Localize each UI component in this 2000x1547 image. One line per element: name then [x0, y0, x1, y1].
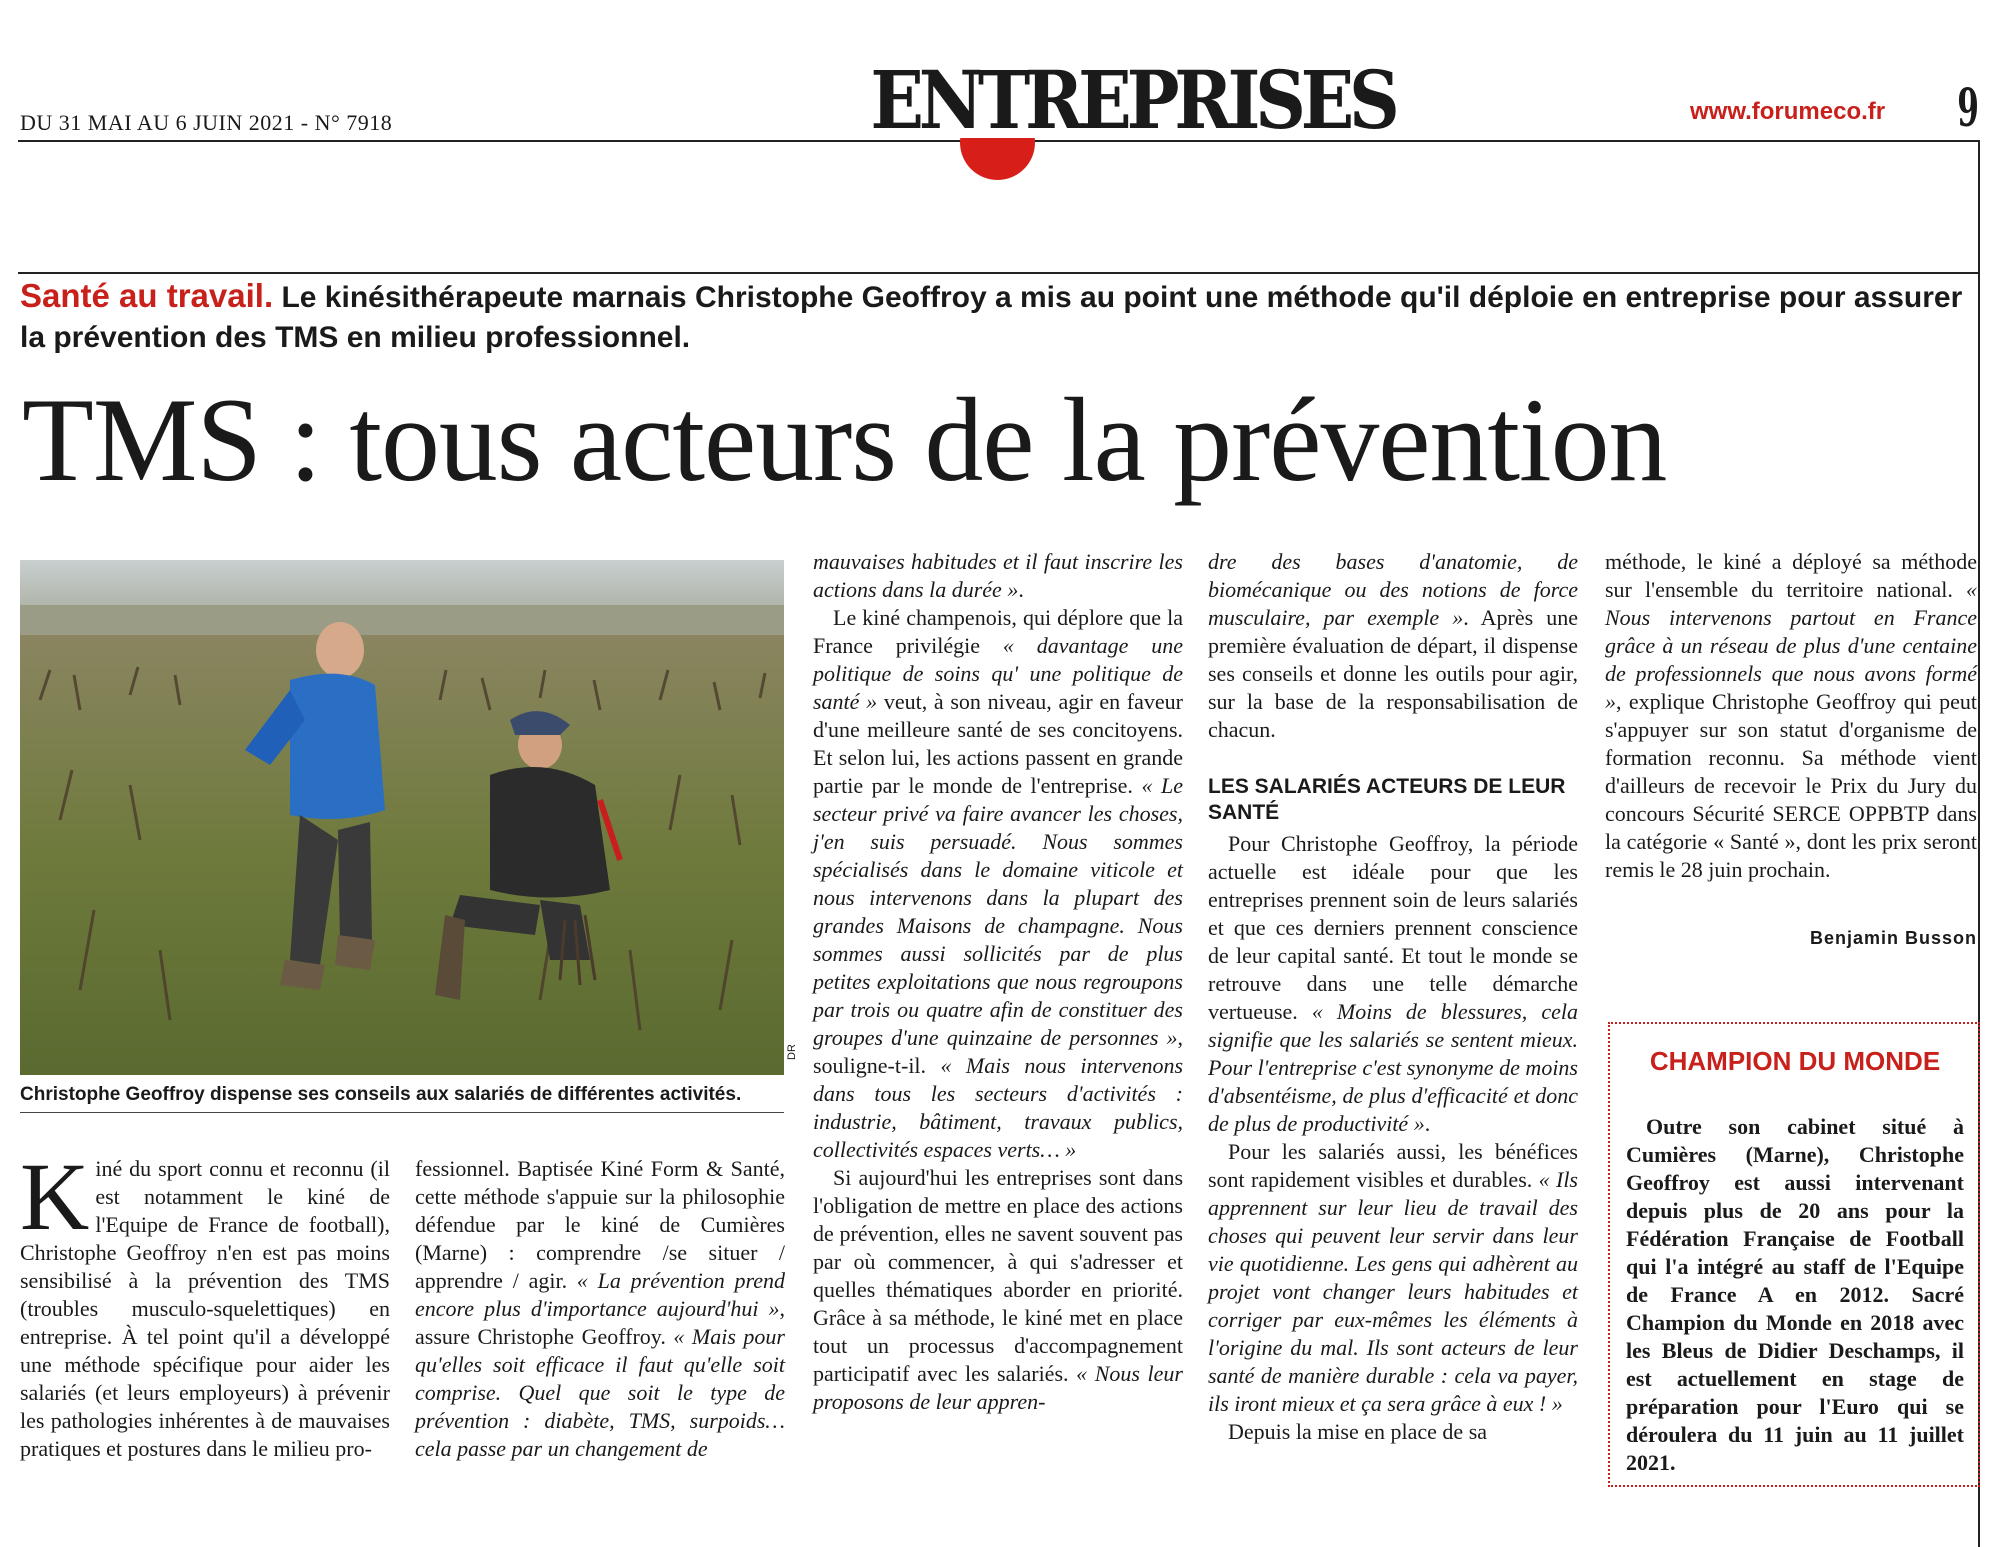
column-3-quote-3: « Nous leur proposons de leur appren- — [813, 1361, 1183, 1414]
headline: TMS : tous acteurs de la prévention — [22, 373, 1667, 506]
column-1-text: iné du sport connu et reconnu (il est notamment le kiné de l'Equipe de France de football), Christophe Geoffroy n'en est pas moins sensibilisé à la prévention des TMS (troubles musculo-squelettiques) en entreprise. À tel point qu'il a développé une méthode spécifique pour aider les salariés (et leurs employeurs) à prévenir les pathologies inhérentes à de mauvaises pratiques et postures dans le milieu pro- — [20, 1156, 390, 1461]
column-5-quote: « Nous intervenons partout en France grâce à un réseau de plus d'une centaine de professionnels que nous avons formé » — [1605, 577, 1977, 714]
site-url-link[interactable]: www.forumeco.fr — [1690, 98, 1886, 125]
article-column-3 — [813, 548, 1183, 1416]
issue-date: DU 31 MAI AU 6 JUIN 2021 - N° 7918 — [20, 110, 393, 135]
article-column-1 — [20, 1143, 390, 1463]
column-3-quote-2b: « Le secteur privé va faire avancer les choses, j'en suis persuadé. Nous sommes spécialisés dans le domaine viticole et nous intervenons dans la plupart des grandes Maisons de champagne. Nous sommes aussi sollicités par de plus petites exploitations que nous regroupons par trois ou quatre afin de constituer des groupes d'une quinzaine de personnes » — [813, 773, 1184, 1050]
column-2-quote-a: « La prévention prend encore plus d'importance aujourd'hui » — [415, 1268, 785, 1321]
author-byline: Benjamin Busson — [1809, 928, 1977, 948]
kicker-text: Le kinésithérapeute marnais Christophe Geoffroy a mis au point une méthode qu'il déploie en entreprise pour assurer la prévention des TMS en milieu professionnel. — [20, 281, 1963, 354]
column-4-quote-2: « Moins de blessures, cela signifie que les salariés se sentent mieux. Pour l'entreprise c'est synonyme de moins d'absentéisme, de plus d'efficacité et donc de plus de productivité » — [1208, 999, 1578, 1136]
column-2-text-b: , assure Christophe Geoffroy. — [415, 1296, 785, 1349]
sidebar-box-title: CHAMPION DU MONDE — [1649, 1046, 1941, 1076]
column-4-text-3: Pour les salariés aussi, les bénéfices sont rapidement visibles et durables. — [1208, 1139, 1578, 1192]
column-4-text-4: Depuis la mise en place de sa — [1228, 1419, 1488, 1444]
column-3-quote-2a: « davantage une politique de soins qu' une politique de santé » — [813, 633, 1183, 714]
column-3-text-2b: veut, à son niveau, agir en faveur d'une meilleure santé de ses concitoyens. Et selon lui, les actions passent en grande partie par le monde de l'entreprise. — [813, 689, 1183, 798]
article-subhead: LES SALARIÉS ACTEURS DE LEUR SANTÉ — [1208, 775, 1566, 824]
photo-credit: DR — [786, 1044, 798, 1060]
column-3-quote-2c: « Mais nous intervenons dans tous les secteurs d'activités : industrie, bâtiment, travaux publics, collectivités espaces verts… » — [813, 1053, 1183, 1162]
column-3-text-1: . — [1018, 577, 1024, 602]
column-3-text-2a: Le kiné champenois, qui déplore que la France privilégie — [813, 605, 1183, 658]
sidebar-box-text: Outre son cabinet situé à Cumières (Marne), Christophe Geoffroy est aussi intervenant depuis plus de 20 ans pour la Fédération Française de Football qui l'a intégré au staff de l'Equipe de France A en 2012. Sacré Champion du Monde en 2018 avec les Bleus de Didier Deschamps, il est actuellement en stage de préparation pour l'Euro qui se déroulera du 11 juin au 11 juillet 2021. — [1626, 1114, 1964, 1475]
vineyard-photo-illustration — [20, 560, 784, 1075]
article-photo — [20, 560, 784, 1075]
article-column-2 — [415, 1155, 785, 1463]
page-number: 9 — [1957, 78, 1979, 139]
column-2-quote-b: « Mais pour qu'elles soit efficace il faut qu'elle soit comprise. Quel que soit le type de prévention : diabète, TMS, surpoids… cela passe par un changement de — [415, 1324, 785, 1461]
sidebar-box — [1608, 1022, 1980, 1487]
column-5-text-a: méthode, le kiné a déployé sa méthode sur l'ensemble du territoire national. — [1605, 549, 1977, 602]
article-column-4 — [1208, 548, 1578, 1446]
column-4-text-1: . Après une première évaluation de départ, il dispense ses conseils et donne les outils pour agir, sur la base de la responsabilisation de chacun. — [1208, 605, 1578, 742]
column-2-text-a: fessionnel. Baptisée Kiné Form & Santé, cette méthode s'appuie sur la philosophie défendue par le kiné de Cumières (Marne) : comprendre /se situer / apprendre / agir. — [415, 1156, 785, 1293]
section-title: ENTREPRISES — [870, 53, 1395, 147]
kicker-divider — [18, 272, 1978, 274]
column-5-text-b: , explique Christophe Geoffroy qui peut s'appuyer sur son statut d'organisme de formation reconnu. Sa méthode vient d'ailleurs de recevoir le Prix du Jury du concours Sécurité SERCE OPPBTP dans la catégorie « Santé », dont les prix seront remis le 28 juin prochain. — [1605, 689, 1977, 882]
column-4-quote-3: « Ils apprennent sur leur lieu de travail des choses qui peuvent leur servir dans leur vie quotidienne. Les gens qui adhèrent au projet vont changer leurs habitudes et corriger par eux-mêmes les éléments à l'origine du mal. Ils sont acteurs de leur santé de manière durable : cela va payer, ils iront mieux et ça sera grâce à eux ! » — [1208, 1167, 1578, 1416]
drop-cap: K — [20, 1143, 90, 1250]
column-3-text-3: Si aujourd'hui les entreprises sont dans l'obligation de mettre en place des actions de prévention, elles ne savent souvent pas par où commencer, à qui s'adresser et quelles thématiques aborder en priorité. Grâce à sa méthode, le kiné met en place tout un processus d'accompagnement participatif avec les salariés. — [813, 1165, 1183, 1386]
column-3-text-2c: , souligne-t-il. — [813, 1025, 1183, 1078]
article-column-5 — [1605, 548, 1977, 952]
kicker-label: Santé au travail. — [20, 277, 274, 314]
column-4-text-2-end: . — [1424, 1111, 1431, 1136]
photo-caption: Christophe Geoffroy dispense ses conseils aux salariés de différentes activités. — [20, 1084, 742, 1105]
kicker — [20, 276, 1980, 358]
column-4-quote-1: dre des bases d'anatomie, de biomécanique ou des notions de force musculaire, par exemple » — [1208, 549, 1578, 630]
column-3-quote-1: mauvaises habitudes et il faut inscrire les actions dans la durée » — [813, 549, 1183, 602]
column-4-text-2: Pour Christophe Geoffroy, la période actuelle est idéale pour que les entreprises prennent soin de leurs salariés et que ces derniers prennent conscience de leur capital santé. Et tout le monde se retrouve dans une telle démarche vertueuse. — [1208, 831, 1578, 1024]
caption-divider — [20, 1112, 784, 1113]
